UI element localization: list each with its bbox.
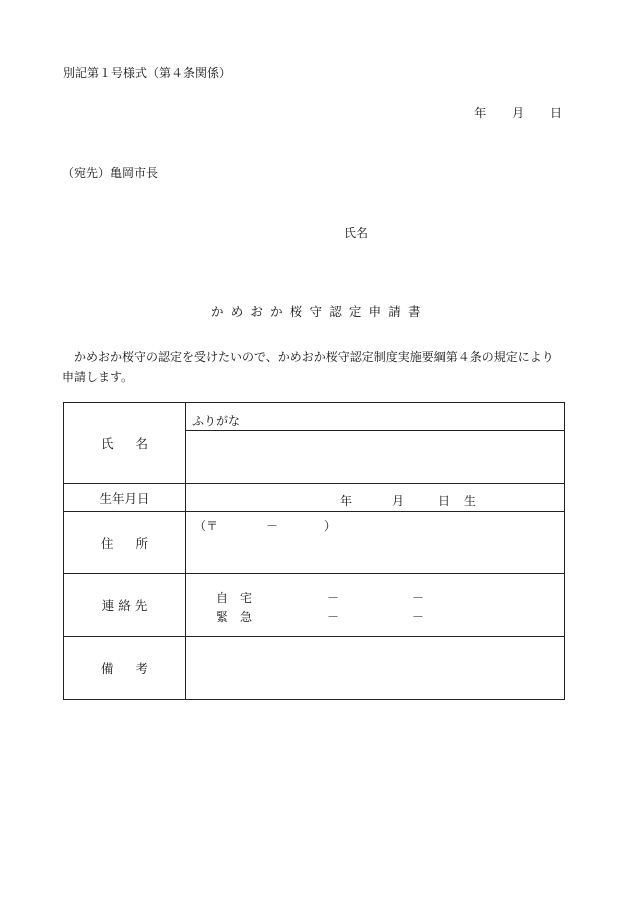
emergency-dash-1: － [327,610,340,624]
notes-row [64,637,565,700]
date-year-label: 年 [474,106,487,120]
name-row-label [64,403,186,484]
date-day-label: 日 [549,106,562,120]
birth-suffix: 生 [464,494,477,508]
address-label-char-1: 住 [100,535,114,551]
emergency-label: 緊 急 [216,610,253,624]
notes-label-char-2: 考 [135,661,149,676]
notes-label-char-1: 備 [100,661,114,676]
birth-day-label: 日 [438,494,451,508]
addressee: （宛先）亀岡市長 [62,166,159,180]
birthdate-row [64,484,565,512]
name-field[interactable] [186,431,565,484]
furigana-label: ふりがな [192,413,241,428]
postal-open: （〒 [194,519,219,533]
name-label-char-2: 名 [135,436,149,451]
birthdate-label: 生年月日 [64,484,186,512]
intro-line-1: かめおか桜守の認定を受けたいので、かめおか桜守認定制度実施要綱第４条の規定により [74,350,554,364]
postal-close: ） [324,519,337,533]
home-label: 自 宅 [216,591,253,605]
intro-line-2: 申請します。 [62,370,134,384]
postal-dash: － [266,519,279,533]
furigana-row [64,403,565,431]
notes-field[interactable] [186,637,565,700]
document-title: かめおか桜守認定申請書 [211,304,428,319]
birth-year-label: 年 [340,494,353,508]
birthdate-field[interactable] [186,484,565,512]
form-number-label: 別記第１号様式（第４条関係） [63,66,232,80]
address-field[interactable] [186,512,565,574]
submission-date [474,107,562,119]
home-dash-1: － [327,591,340,605]
notes-label [64,637,186,700]
intro-paragraph [62,347,570,387]
home-dash-2: － [412,591,425,605]
address-row [64,512,565,574]
contact-row [64,574,565,637]
application-table [63,402,565,700]
emergency-dash-2: － [412,610,425,624]
contact-field[interactable] [186,574,565,637]
contact-label: 連 絡 先 [64,574,186,637]
address-label [64,512,186,574]
furigana-field[interactable] [186,403,565,431]
birth-month-label: 月 [392,494,405,508]
name-label-char-1: 氏 [100,436,114,451]
date-month-label: 月 [512,106,525,120]
address-label-char-2: 所 [135,535,149,551]
applicant-name-label: 氏名 [344,226,369,240]
